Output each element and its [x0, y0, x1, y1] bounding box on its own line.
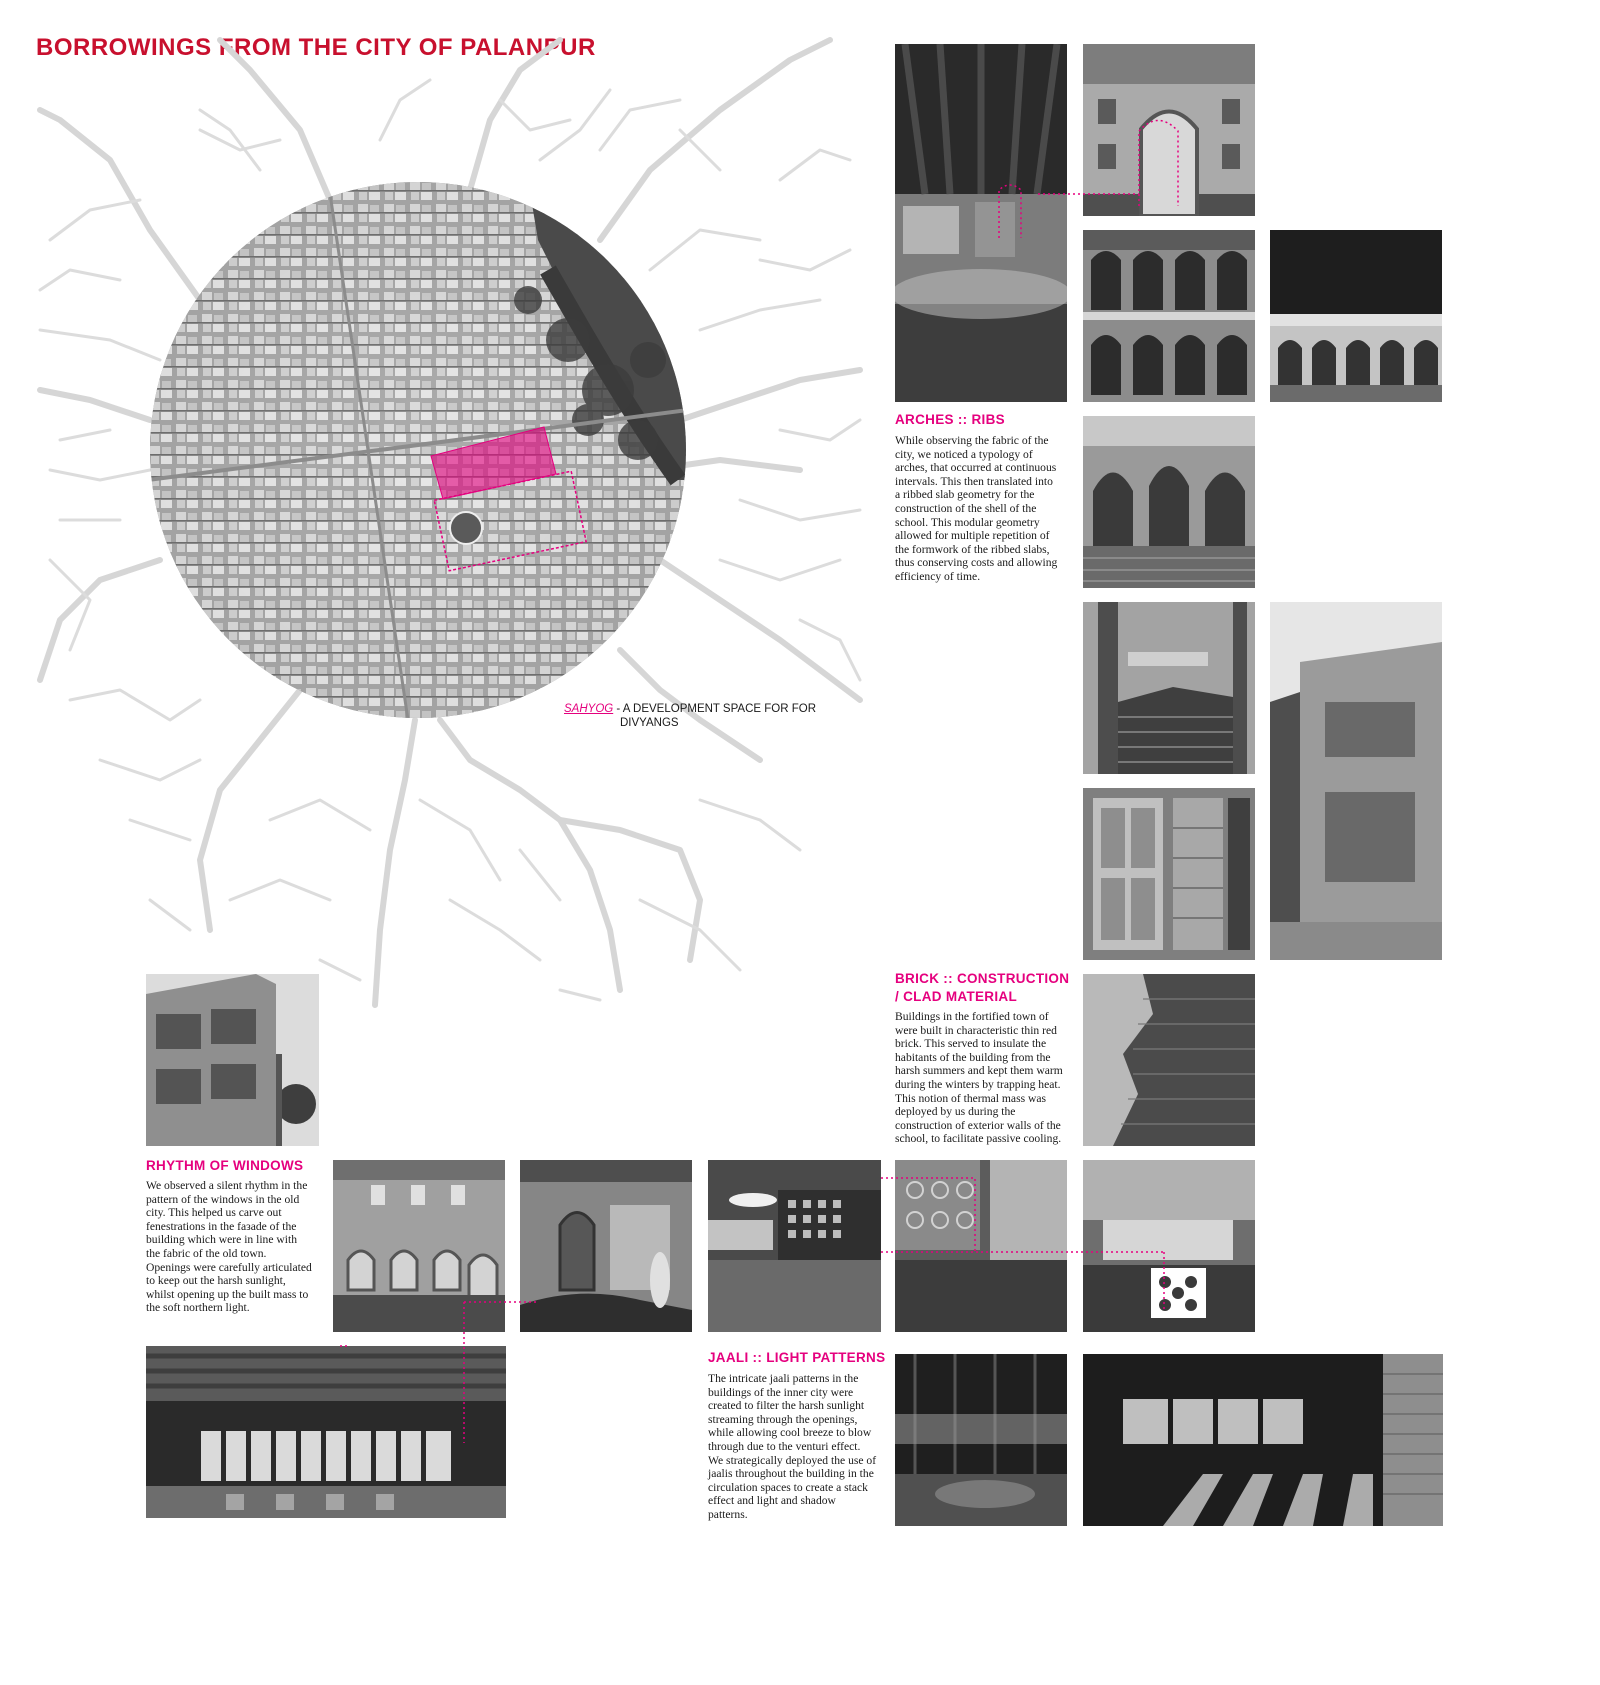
photo-eroded-brick-wall [1083, 974, 1255, 1146]
photo-hall-arched-windows [333, 1160, 505, 1332]
jaali-text: The intricate jaali patterns in the buildings of the inner city were created to filter the harsh sunlight streaming through the openings, while allowing cool breeze to blow through due to the venturi effect. We strategically deployed the use of jaalis throughout the building in the circulation spaces to create a stack effect and light and shadow patterns. [708, 1372, 877, 1521]
photo-gothic-arches [1083, 416, 1255, 588]
photo-street-haveli-door [520, 1160, 692, 1332]
brick-heading [895, 970, 1069, 1006]
photo-courtyard-jaali [1083, 1160, 1255, 1332]
photo-school-jaali-wall [146, 974, 319, 1146]
photo-arched-gateway [1083, 44, 1255, 216]
photo-corridor-light-shadow [1083, 1354, 1443, 1526]
site-label-line2: DIVYANGS [620, 717, 679, 729]
photo-exposed-brick-wall [1083, 602, 1255, 774]
arches-heading: ARCHES :: RIBS [895, 412, 1005, 427]
site-label-rest: - A DEVELOPMENT SPACE FOR FOR [613, 703, 817, 715]
photo-ribbed-slab-interior [895, 44, 1067, 402]
photo-arcade-building [1270, 230, 1442, 402]
photo-jaali-stairwell [708, 1160, 881, 1332]
aerial-site-map [148, 180, 688, 720]
arches-text: While observing the fabric of the city, we noticed a typology of arches, that occurred at continuous intervals. This then translated into a ribbed slab geometry for the construction of the shell of the school. This modular geometry allowed for multiple repetition of the formwork of the ribbed slabs, thus conserving costs and allowing efficiency of time. [895, 434, 1058, 583]
site-label [564, 702, 816, 730]
page-title: BORROWINGS FROM THE CITY OF PALANPUR [36, 34, 596, 61]
photo-ribbed-slab-colonnade [146, 1346, 506, 1518]
site-label-highlight: SAHYOG [564, 703, 614, 715]
windows-text: We observed a silent rhythm in the pattern of the windows in the old city. This helped us carve out fenestrations in the faзade of the building which were in line with the fabric of the old town. Openings were carefully articulated to keep out the harsh sunlight, whilst opening up the built mass to the soft northern light. [146, 1179, 312, 1315]
windows-heading: RHYTHM OF WINDOWS [146, 1158, 304, 1173]
brick-text: Buildings in the fortified town of were built in characteristic thin red brick. This served to insulate the habitants of the building from the harsh summers and kept them warm during the winters by trapping heat. This notion of thermal mass was deployed by us during the construction of exterior walls of the school, to facilitate passive cooling. [895, 1010, 1063, 1146]
photo-ornate-balcony [895, 1160, 1067, 1332]
photo-old-wooden-door [1083, 788, 1255, 960]
photo-school-brick-jaali-facade [1270, 602, 1442, 960]
brick-heading-line2: / CLAD MATERIAL [895, 989, 1017, 1004]
brick-heading-line1: BRICK :: CONSTRUCTION [895, 971, 1070, 986]
jaali-heading: JAALI :: LIGHT PATTERNS [708, 1350, 886, 1365]
photo-colonnade-facade [1083, 230, 1255, 402]
photo-construction-light-patterns [895, 1354, 1067, 1526]
